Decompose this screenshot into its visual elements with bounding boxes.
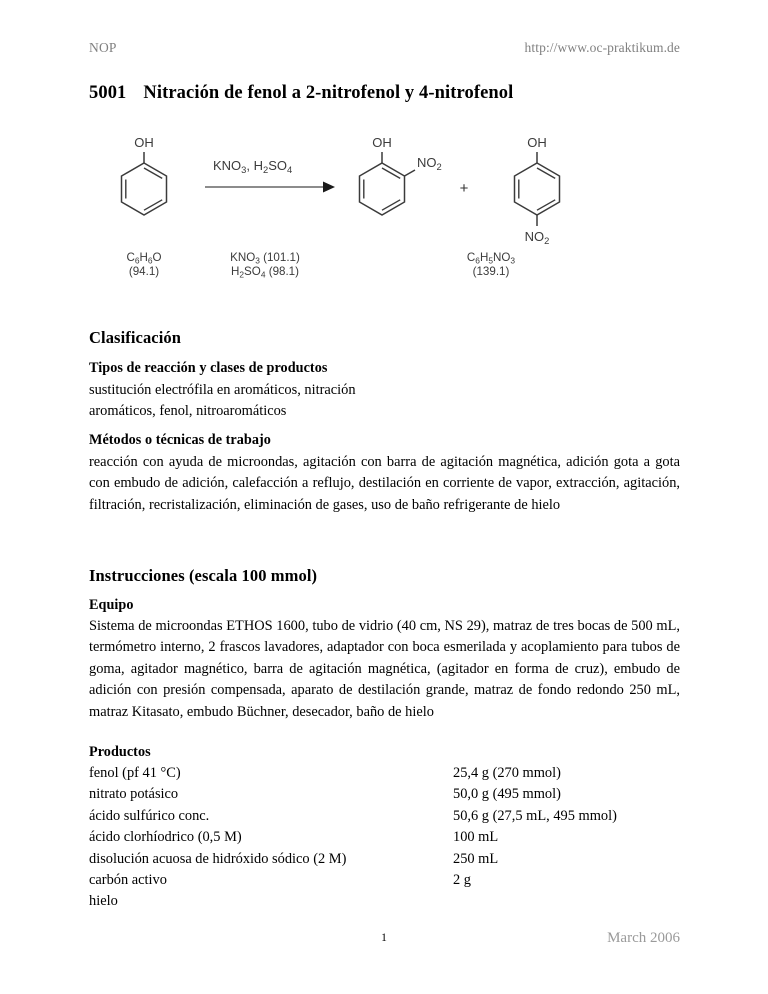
product-quantity: 50,0 g (495 mmol) (453, 786, 561, 803)
table-row (89, 849, 680, 870)
subheading-equipo: Equipo (89, 597, 134, 613)
product-quantity (453, 891, 680, 912)
paranitrophenol-oh-label: OH (527, 135, 547, 150)
product-quantity: 50,6 g (27,5 mL, 495 mmol) (453, 807, 617, 824)
table-row (89, 870, 680, 891)
plus-sign: + (459, 180, 469, 197)
experiment-title-text: Nitración de fenol a 2-nitrofenol y 4-nitrofenol (143, 83, 514, 103)
productos-table (89, 763, 680, 913)
reaction-arrow-group (205, 158, 335, 193)
product-name: carbón activo (89, 872, 167, 889)
paranitrophenol-no2-label: $NO_2$ (524, 229, 550, 246)
subheading-metodos: Métodos o técnicas de trabajo (89, 432, 271, 448)
arrow-reagents-label: $KNO_3$, $H_2SO_4$ (213, 158, 293, 175)
table-row (89, 784, 680, 805)
reagent1-formula-label: $KNO_3$ (101.1) (230, 251, 300, 266)
header-url: http://www.oc-praktikum.de (524, 40, 680, 55)
subheading-tipos-de-reaccion: Tipos de reacción y clases de productos (89, 360, 328, 376)
product-quantity: 25,4 g (270 mmol) (453, 765, 561, 781)
product-quantity: 2 g (453, 872, 471, 889)
orthonitrophenol-no2-label: $NO_2$ (417, 155, 442, 172)
clasificacion-line-2: aromáticos, fenol, nitroaromáticos (89, 403, 287, 419)
footer-date: March 2006 (607, 930, 680, 946)
experiment-number: 5001 (89, 83, 127, 103)
substrate-mass-label: (94.1) (128, 265, 160, 278)
table-row (89, 891, 680, 912)
product-quantity: 100 mL (453, 829, 499, 846)
product-name: hielo (89, 893, 118, 910)
page-number: 1 (381, 932, 387, 944)
table-row (89, 827, 680, 848)
product-formula-label: $C_6H_5NO_3$ (466, 251, 516, 266)
running-header (89, 40, 680, 56)
product-name: fenol (pf 41 °C) (89, 765, 181, 781)
4-nitrophenol-structure (515, 135, 560, 246)
product-name: ácido clorhíodrico (0,5 M) (89, 829, 242, 846)
metodos-body-text: reacción con ayuda de microondas, agitación con barra de agitación magnética, adición gota a gota con embudo de adición, calefacción a reflujo, destilación en corriente de vapor, extracción, agitación, filtración, recristalización, eliminación de gases, uso de baño refrigerante de hielo (89, 454, 680, 513)
product-mass-label: (139.1) (472, 265, 510, 278)
product-name: disolución acuosa de hidróxido sódico (2 M) (89, 850, 347, 867)
section-heading-clasificacion: Clasificación (89, 328, 182, 347)
subheading-productos: Productos (89, 744, 151, 760)
substrate-formula-label: $C_6H_6O$ (126, 251, 162, 266)
section-heading-instrucciones: Instrucciones (escala 100 mmol) (89, 566, 318, 585)
page-title (89, 83, 689, 104)
clasificacion-line-1: sustitución electrófila en aromáticos, nitración (89, 382, 356, 398)
table-row (89, 806, 680, 827)
phenol-structure (122, 135, 167, 215)
reagent2-formula-label: $H_2SO_4$ (98.1) (231, 265, 299, 280)
table-row (89, 763, 680, 784)
equipo-body-text: Sistema de microondas ETHOS 1600, tubo de vidrio (40 cm, NS 29), matraz de tres bocas de 500 mL, termómetro interno, 2 frascos lavadores, adaptador con boca esmerilada y acoplamiento para tubos de goma, agitador magnético, barra de agitación magnética, (agitador en forma de cruz), embudo de adición con presión compensada, aparato de destilación grande, matraz de fondo redondo 250 mL, matraz Kitasato, embudo Büchner, desecador, baño de hielo (89, 618, 680, 720)
product-name: ácido sulfúrico conc. (89, 807, 210, 824)
orthonitrophenol-oh-label: OH (372, 135, 392, 150)
product-quantity: 250 mL (453, 850, 499, 867)
header-left-label: NOP (89, 40, 117, 55)
reaction-scheme (89, 125, 689, 295)
product-name: nitrato potásico (89, 786, 179, 803)
phenol-oh-label: OH (134, 135, 154, 150)
reaction-arrow-head (323, 182, 335, 193)
2-nitrophenol-structure (360, 135, 442, 215)
